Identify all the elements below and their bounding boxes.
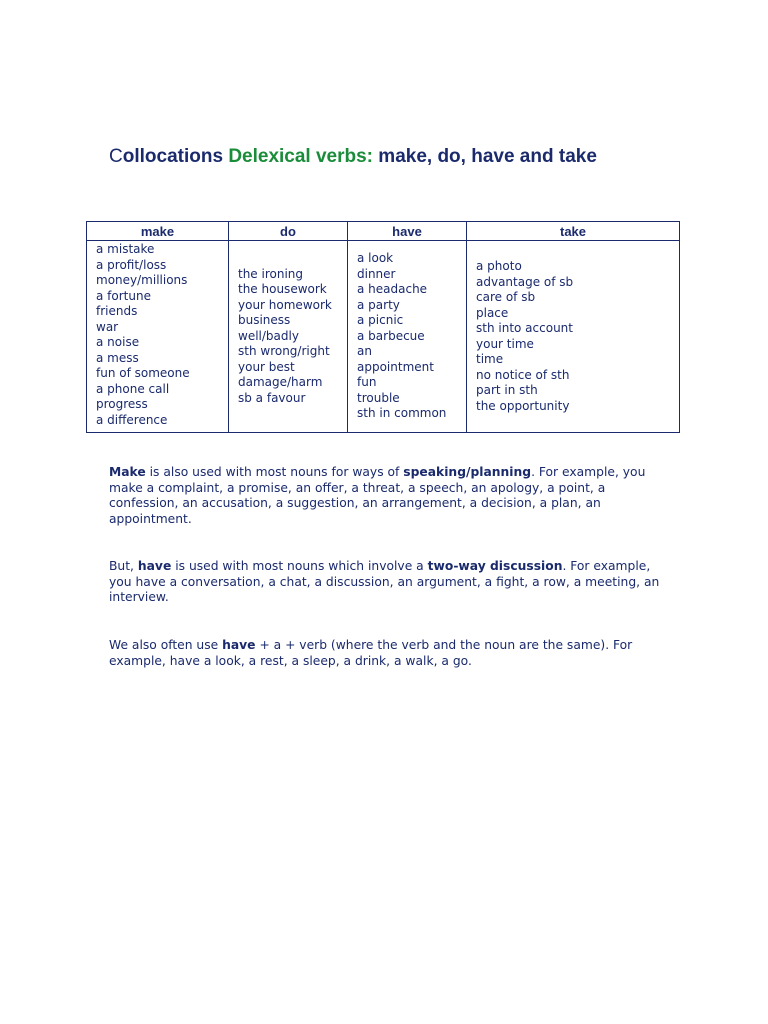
- list-item: war: [96, 319, 119, 334]
- list-item: fun of someone: [96, 366, 190, 380]
- have-verb-paragraph: [109, 638, 669, 669]
- paragraph-text: We also often use: [109, 638, 223, 652]
- list-item: business: [238, 313, 291, 328]
- list-item: a fortune: [96, 288, 151, 303]
- paragraph-text: . For example, you have a conversation, a chat, a discussion, an argument, a fight, a row, a meeting, an interview.: [109, 559, 660, 604]
- take-column: [467, 241, 680, 433]
- speaking-planning-keyword: speaking/planning: [403, 465, 532, 479]
- list-item: a photo: [476, 259, 522, 273]
- title-delexical-verbs: Delexical verbs:: [228, 146, 379, 167]
- list-item: your time: [476, 336, 534, 351]
- list-item: money/millions: [96, 273, 188, 287]
- header-do: do: [229, 222, 348, 241]
- paragraph-text: . For example, you make a complaint, a promise, an offer, a threat, a speech, an apology, a point, a confession, an accusation, a suggestion, an arrangement, a decision, a plan, an appointment.: [109, 465, 646, 526]
- title-collocations: ollocations: [122, 146, 229, 167]
- list-item: a noise: [96, 335, 140, 349]
- paragraph-text: is used with most nouns which involve a: [171, 559, 428, 573]
- two-way-discussion-keyword: two-way discussion: [427, 559, 563, 573]
- page-title: [109, 146, 597, 168]
- list-item: a party: [357, 297, 400, 312]
- list-item: trouble: [357, 390, 400, 405]
- list-item: a mess: [96, 350, 139, 365]
- have-keyword: have: [222, 638, 256, 652]
- table-row: [87, 241, 680, 433]
- list-item: progress: [96, 397, 148, 411]
- make-keyword: Make: [109, 465, 146, 479]
- list-item: fun: [357, 375, 377, 390]
- list-item: the housework: [238, 282, 327, 297]
- list-item: no notice of sth: [476, 367, 570, 382]
- list-item: place: [476, 305, 509, 320]
- list-item: the opportunity: [476, 398, 570, 413]
- table-header-row: [87, 222, 680, 241]
- header-make: make: [87, 222, 229, 241]
- header-have: have: [348, 222, 467, 241]
- list-item: a look: [357, 251, 394, 266]
- list-item: your best: [238, 359, 295, 374]
- list-item: a difference: [96, 412, 168, 427]
- list-item: care of sb: [476, 290, 536, 304]
- make-column: [87, 241, 229, 433]
- have-keyword: have: [137, 559, 172, 573]
- list-item: an: [357, 344, 372, 359]
- list-item: a profit/loss: [96, 257, 167, 272]
- list-item: sth into account: [476, 321, 573, 335]
- list-item: a headache: [357, 282, 428, 297]
- list-item: a phone call: [96, 381, 170, 396]
- title-verb-list: make, do, have and take: [378, 146, 597, 167]
- list-item: your homework: [238, 297, 332, 312]
- list-item: sth wrong/right: [238, 344, 330, 359]
- list-item: appointment: [357, 359, 434, 374]
- collocations-table: [86, 221, 680, 433]
- list-item: the ironing: [238, 266, 304, 281]
- list-item: time: [476, 352, 504, 366]
- list-item: damage/harm: [238, 375, 323, 390]
- do-column: [229, 241, 348, 433]
- list-item: part in sth: [476, 383, 538, 397]
- list-item: friends: [96, 304, 138, 318]
- list-item: sb a favour: [238, 390, 306, 405]
- make-usage-paragraph: [109, 465, 669, 527]
- list-item: well/badly: [238, 328, 299, 343]
- list-item: advantage of sb: [476, 274, 574, 289]
- header-take: take: [467, 222, 680, 241]
- title-initial: C: [109, 146, 123, 167]
- list-item: a mistake: [96, 242, 155, 256]
- have-discussion-paragraph: [109, 559, 669, 606]
- list-item: a picnic: [357, 313, 404, 328]
- list-item: dinner: [357, 266, 396, 281]
- list-item: sth in common: [357, 406, 447, 421]
- list-item: a barbecue: [357, 328, 425, 343]
- paragraph-text: is also used with most nouns for ways of: [145, 465, 404, 479]
- have-column: [348, 241, 467, 433]
- paragraph-text: + a + verb (where the verb and the noun are the same). For example, have a look, a rest, a sleep, a drink, a walk, a go.: [109, 638, 633, 668]
- paragraph-text: But,: [109, 559, 138, 573]
